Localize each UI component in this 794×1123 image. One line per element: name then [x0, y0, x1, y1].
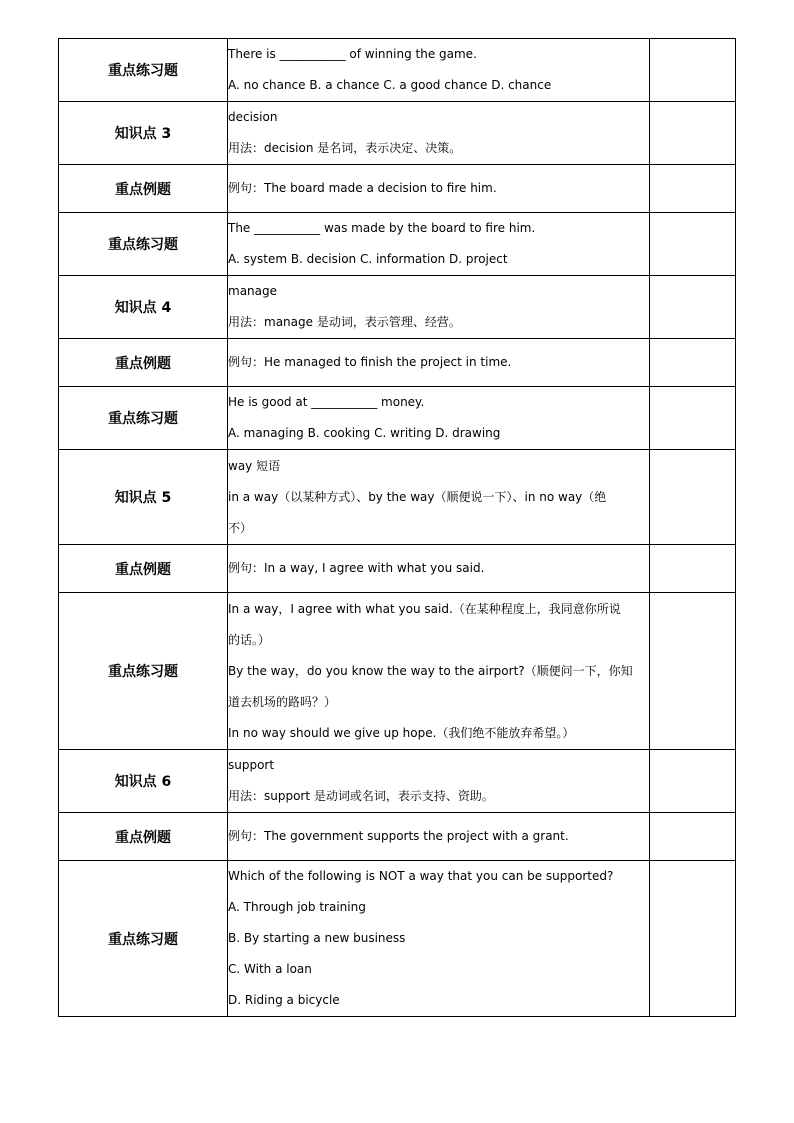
notes-cell: [650, 593, 736, 750]
table-row: [59, 813, 736, 861]
table-row: [59, 545, 736, 593]
content-line: He is good at ___________ money.: [228, 395, 425, 409]
row-label: 重点例题: [59, 165, 228, 213]
content-line: 例句：The board made a decision to fire him.: [228, 181, 497, 195]
row-label: 知识点 6: [59, 750, 228, 813]
row-content: [228, 593, 650, 750]
notes-cell: [650, 450, 736, 545]
row-label: 重点例题: [59, 813, 228, 861]
row-content: [228, 213, 650, 276]
content-line: In no way should we give up hope.（我们绝不能放弃希望。）: [228, 725, 575, 740]
row-label: 重点例题: [59, 545, 228, 593]
table-row: [59, 387, 736, 450]
content-line: There is ___________ of winning the game.: [228, 47, 477, 61]
content-line: 例句：In a way, I agree with what you said.: [228, 561, 485, 575]
content-line: 用法：manage 是动词，表示管理、经营。: [228, 315, 461, 329]
row-label: 重点练习题: [59, 387, 228, 450]
content-line: 例句：The government supports the project with a grant.: [228, 829, 569, 843]
content-line: decision: [228, 110, 278, 124]
content-line: 用法：decision 是名词，表示决定、决策。: [228, 141, 462, 155]
content-line: support: [228, 758, 275, 772]
row-content: [228, 102, 650, 165]
content-line: A. Through job training: [228, 900, 366, 914]
notes-cell: [650, 750, 736, 813]
content-line: in a way（以某种方式）、by the way（顺便说一下）、in no way（绝: [228, 489, 607, 504]
table-row: [59, 339, 736, 387]
content-line: 例句：He managed to finish the project in time.: [228, 355, 512, 369]
content-line: way 短语: [228, 458, 281, 473]
row-content: [228, 339, 650, 387]
content-line: The ___________ was made by the board to fire him.: [228, 221, 536, 235]
notes-cell: [650, 102, 736, 165]
content-line: In a way，I agree with what you said.（在某种程度上，我同意你所说: [228, 601, 621, 616]
row-label: 知识点 5: [59, 450, 228, 545]
table-row: [59, 861, 736, 1017]
row-content: [228, 813, 650, 861]
row-content: [228, 387, 650, 450]
content-line: A. system B. decision C. information D. project: [228, 252, 508, 266]
row-content: [228, 545, 650, 593]
row-label: 重点例题: [59, 339, 228, 387]
content-line: 道去机场的路吗？）: [228, 694, 337, 709]
content-line: manage: [228, 284, 278, 298]
row-content: [228, 276, 650, 339]
content-line: B. By starting a new business: [228, 931, 406, 945]
table-row: [59, 750, 736, 813]
notes-cell: [650, 165, 736, 213]
table-row: [59, 165, 736, 213]
row-content: [228, 750, 650, 813]
row-content: [228, 450, 650, 545]
content-line: C. With a loan: [228, 962, 312, 976]
content-line: A. no chance B. a chance C. a good chance D. chance: [228, 78, 552, 92]
lesson-table: [58, 38, 736, 1017]
table-row: [59, 593, 736, 750]
row-content: [228, 165, 650, 213]
notes-cell: [650, 861, 736, 1017]
row-label: 重点练习题: [59, 861, 228, 1017]
row-label: 知识点 4: [59, 276, 228, 339]
content-line: 不）: [228, 520, 253, 535]
content-line: Which of the following is NOT a way that you can be supported?: [228, 869, 614, 883]
notes-cell: [650, 545, 736, 593]
notes-cell: [650, 387, 736, 450]
notes-cell: [650, 813, 736, 861]
content-line: By the way，do you know the way to the airport?（顺便问一下，你知: [228, 663, 633, 678]
row-content: [228, 39, 650, 102]
content-line: 的话。）: [228, 632, 271, 647]
row-content: [228, 861, 650, 1017]
row-label: 重点练习题: [59, 213, 228, 276]
notes-cell: [650, 276, 736, 339]
notes-cell: [650, 213, 736, 276]
row-label: 重点练习题: [59, 39, 228, 102]
content-line: 用法：support 是动词或名词，表示支持、资助。: [228, 789, 494, 803]
notes-cell: [650, 39, 736, 102]
row-label: 重点练习题: [59, 593, 228, 750]
table-row: [59, 102, 736, 165]
table-row: [59, 450, 736, 545]
content-line: A. managing B. cooking C. writing D. drawing: [228, 426, 501, 440]
table-row: [59, 213, 736, 276]
lesson-table-body: [59, 39, 736, 1017]
notes-cell: [650, 339, 736, 387]
table-row: [59, 39, 736, 102]
row-label: 知识点 3: [59, 102, 228, 165]
content-line: D. Riding a bicycle: [228, 993, 340, 1007]
table-row: [59, 276, 736, 339]
